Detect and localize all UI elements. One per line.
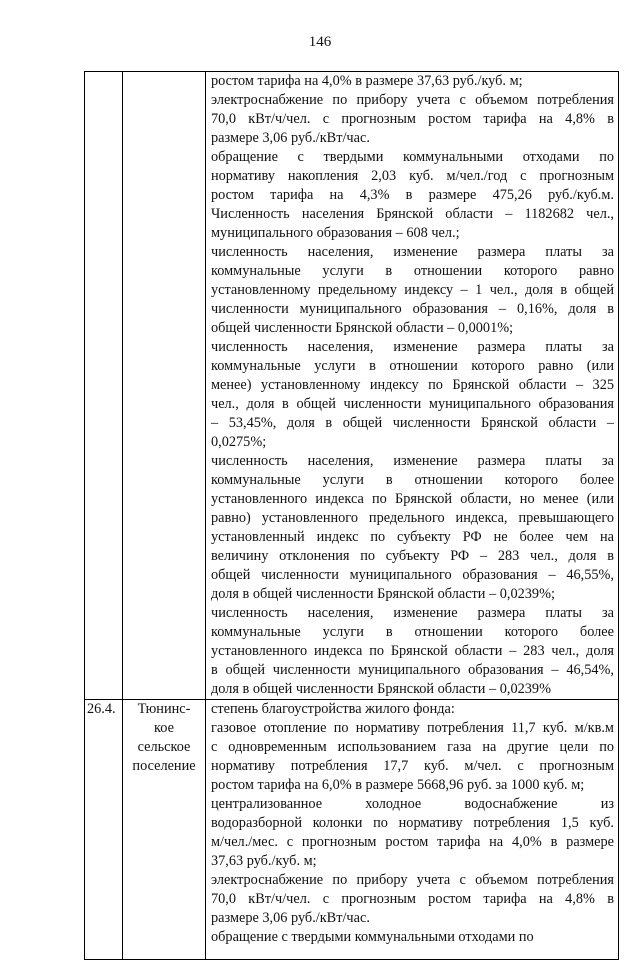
text-line: 37,63 руб./куб. м; <box>211 853 317 869</box>
text-line: 0,0275%; <box>211 434 267 450</box>
text-line: общей численности Брянской области – 0,0001%; <box>211 320 514 336</box>
settlement-name <box>123 700 205 776</box>
text-line: с одновременным использованием газа на другие цели по <box>211 739 614 755</box>
text-line: газовое отопление по нормативу потребления 11,7 куб. м/кв.м <box>211 720 614 736</box>
text-line: численность населения, изменение размера платы за <box>211 453 614 469</box>
text-line: установленному предельному индексу – 1 чел., доля в общей <box>211 282 614 298</box>
text-line: ростом тарифа на 4,0% в размере 37,63 руб./куб. м; <box>211 73 523 89</box>
text-line: 70,0 кВт/ч/чел. с прогнозным ростом тарифа на 4,8% в <box>211 111 614 127</box>
text-line: менее) установленному индексу по Брянской области – 325 <box>211 377 614 393</box>
row-number-cell <box>85 72 123 700</box>
text-line: электроснабжение по прибору учета с объемом потребления <box>211 92 614 108</box>
text-line: обращение с твердыми коммунальными отходами по <box>211 929 534 945</box>
text-line: общей численности муниципального образования – 46,55%, <box>211 567 614 583</box>
description-cell <box>206 700 619 960</box>
text-line: обращение с твердыми коммунальными отходами по <box>211 149 614 165</box>
text-line: численность населения, изменение размера платы за <box>211 605 614 621</box>
text-line: м/чел./мес. с прогнозным ростом тарифа на 4,0% в размере <box>211 834 614 850</box>
text-line: нормативу потребления 17,7 куб. м/чел. с прогнозным <box>211 758 614 774</box>
description-text <box>206 700 618 947</box>
text-line: коммунальные услуги в отношении которого более <box>211 472 614 488</box>
settlement-name-line: сельское <box>137 739 191 755</box>
settlement-name-cell <box>123 700 206 960</box>
text-line: централизованное холодное водоснабжение из <box>211 796 614 812</box>
text-line: ростом тарифа на 6,0% в размере 5668,96 руб. за 1000 куб. м; <box>211 777 585 793</box>
text-line: в общей численности муниципального образования – 46,54%, <box>211 662 614 678</box>
text-line: равно) установленного предельного индекса, превышающего <box>211 510 614 526</box>
text-line: ростом тарифа на 4,3% в размере 475,26 руб./куб.м. <box>211 187 614 203</box>
text-line: численность населения, изменение размера платы за <box>211 244 614 260</box>
text-line: коммунальные услуги в отношении которого равно (или <box>211 358 614 374</box>
text-line: доля в общей численности Брянской области – 0,0239%; <box>211 586 555 602</box>
text-line: степень благоустройства жилого фонда: <box>211 701 455 717</box>
text-line: доля в общей численности Брянской области – 0,0239% <box>211 681 551 697</box>
description-text <box>206 72 618 699</box>
text-line: нормативу накопления 2,03 куб. м/чел./год с прогнозным <box>211 168 614 184</box>
text-line: установленного индекса по Брянской области – 283 чел., доля <box>211 643 614 659</box>
page-number: 146 <box>308 34 332 50</box>
settlement-name-line: кое <box>154 720 174 736</box>
text-line: численность населения, изменение размера платы за <box>211 339 614 355</box>
table-row <box>85 700 619 960</box>
text-line: электроснабжение по прибору учета с объемом потребления <box>211 872 614 888</box>
text-line: Численность населения Брянской области – 1182682 чел., <box>211 206 614 222</box>
text-line: установленного индекса по Брянской области, но менее (или <box>211 491 614 507</box>
text-line: водоразборной колонки по нормативу потребления 1,5 куб. <box>211 815 614 831</box>
text-line: – 53,45%, доля в общей численности Брянской области – <box>211 415 614 431</box>
text-line: чел., доля в общей численности муниципального образования <box>211 396 614 412</box>
settlement-name-line: поселение <box>132 758 196 774</box>
text-line: установленный индекс по субъекту РФ не более чем на <box>211 529 614 545</box>
settlement-name-cell <box>123 72 206 700</box>
text-line: размере 3,06 руб./кВт/час. <box>211 910 370 926</box>
text-line: муниципального образования – 608 чел.; <box>211 225 460 241</box>
text-line: численности муниципального образования – 0,16%, доля в <box>211 301 614 317</box>
text-line: 70,0 кВт/ч/чел. с прогнозным ростом тарифа на 4,8% в <box>211 891 614 907</box>
settlement-name-line: Тюнинс- <box>137 701 191 717</box>
table-row <box>85 72 619 700</box>
row-number: 26.4. <box>87 701 116 717</box>
text-line: размере 3,06 руб./кВт/час. <box>211 130 370 146</box>
row-number-cell <box>85 700 123 960</box>
text-line: коммунальные услуги в отношении которого равно <box>211 263 614 279</box>
text-line: коммунальные услуги в отношении которого более <box>211 624 614 640</box>
description-cell <box>206 72 619 700</box>
text-line: величину отклонения по субъекту РФ – 283 чел., доля в <box>211 548 614 564</box>
document-table <box>84 71 619 960</box>
